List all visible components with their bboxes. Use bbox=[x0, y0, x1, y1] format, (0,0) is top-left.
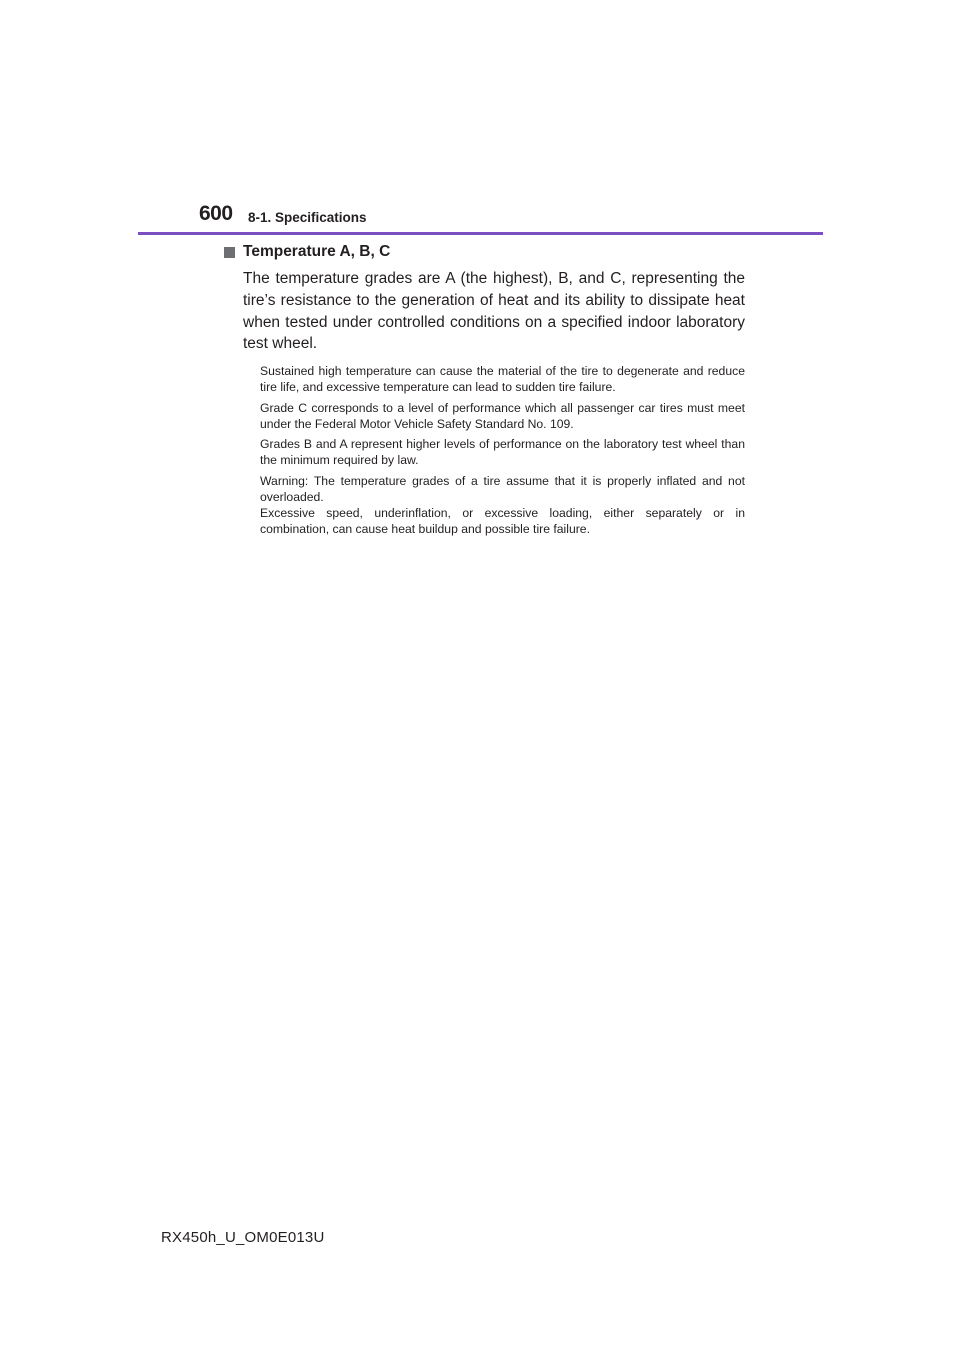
intro-paragraph: The temperature grades are A (the highest), B, and C, representing the tire’s resistance to the generation of heat and its ability to dissipate heat when tested under controlled conditions on a specified indoor laboratory test wheel. bbox=[243, 270, 745, 353]
note-paragraph: Grade C corresponds to a level of performance which all passenger car tires must meet under the Federal Motor Vehicle Safety Standard No. 109. bbox=[260, 400, 745, 431]
note-paragraph: Grades B and A represent higher levels of performance on the laboratory test wheel than the minimum required by law. bbox=[260, 437, 745, 467]
square-bullet-icon bbox=[224, 247, 235, 258]
note-paragraph: Warning: The temperature grades of a tire assume that it is properly inflated and not overloaded. bbox=[260, 473, 745, 504]
heading bbox=[224, 243, 390, 261]
note-paragraph: Sustained high temperature can cause the material of the tire to degenerate and reduce tire life, and excessive temperature can lead to sudden tire failure. bbox=[260, 364, 745, 394]
page-number: 600 bbox=[199, 202, 233, 225]
section-title: 8-1. Specifications bbox=[248, 210, 367, 225]
notes-block bbox=[260, 363, 745, 541]
header-rule bbox=[138, 232, 823, 235]
note-paragraph: Excessive speed, underinflation, or excessive loading, either separately or in combination, can cause heat buildup and possible tire failure. bbox=[260, 505, 745, 536]
footer-doc-code: RX450h_U_OM0E013U bbox=[161, 1229, 325, 1246]
heading-text: Temperature A, B, C bbox=[243, 243, 391, 260]
